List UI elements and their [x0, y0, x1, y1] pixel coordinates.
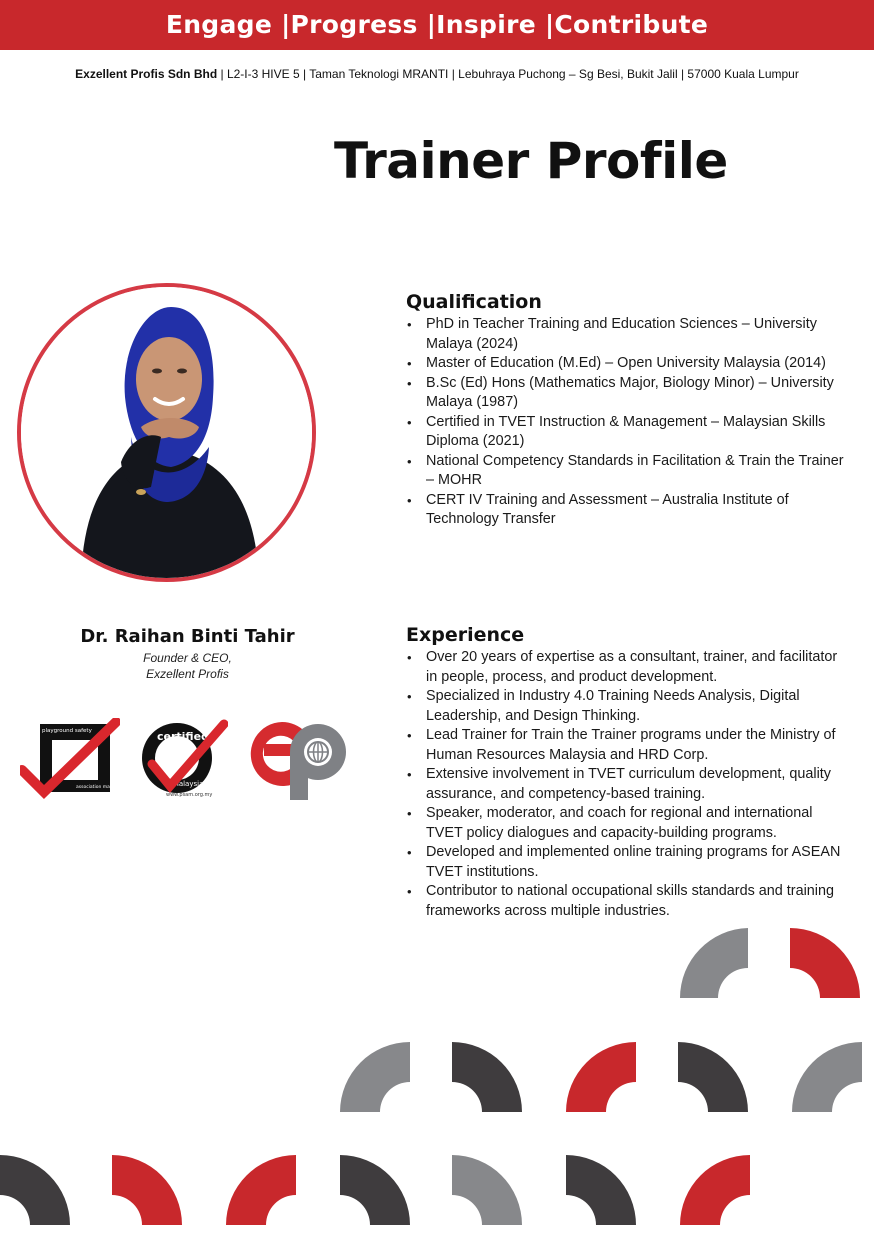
experience-item: • Lead Trainer for Train the Trainer programs under the Ministry of Human Resources Malaysia and HRD Corp. [406, 726, 846, 765]
qualification-item: • CERT IV Training and Assessment – Australia Institute of Technology Transfer [406, 491, 846, 530]
experience-item: • Specialized in Industry 4.0 Training Needs Analysis, Digital Leadership, and Design Thinking. [406, 687, 846, 726]
qualification-list [406, 315, 846, 530]
qualification-heading: Qualification [406, 291, 542, 313]
qualification-item: • B.Sc (Ed) Hons (Mathematics Major, Biology Minor) – University Malaya (1987) [406, 374, 846, 413]
certified-logo-country: malaysia [172, 780, 204, 788]
experience-item: • Developed and implemented online training programs for ASEAN TVET institutions. [406, 843, 846, 882]
decorative-pattern [0, 925, 874, 1241]
playground-safety-logo [20, 718, 120, 805]
experience-item: • Extensive involvement in TVET curriculum development, quality assurance, and competency-based training. [406, 765, 846, 804]
experience-item: • Over 20 years of expertise as a consultant, trainer, and facilitator in people, process, and product development. [406, 648, 846, 687]
qualification-section [406, 291, 846, 530]
qualification-item: • Master of Education (M.Ed) – Open University Malaysia (2014) [406, 354, 846, 374]
trainer-name: Dr. Raihan Binti Tahir [80, 626, 295, 647]
experience-section [406, 624, 846, 921]
trainer-role [60, 650, 315, 682]
trainer-photo [17, 283, 316, 582]
qualification-item: • Certified in TVET Instruction & Management – Malaysian Skills Diploma (2021) [406, 413, 846, 452]
experience-item: • Speaker, moderator, and coach for regional and international TVET policy dialogues and capacity-building programs. [406, 804, 846, 843]
playground-logo-text-top: playground safety [42, 728, 92, 734]
exzellent-profis-logo [244, 714, 350, 807]
experience-item: • Contributor to national occupational skills standards and training frameworks across multiple industries. [406, 882, 846, 921]
company-name: Exzellent Profis Sdn Bhd [75, 67, 218, 81]
trainer-role-title: Founder & CEO, [143, 651, 232, 665]
company-address [0, 67, 874, 81]
qualification-item: • National Competency Standards in Facilitation & Train the Trainer – MOHR [406, 452, 846, 491]
portrait-illustration [21, 287, 312, 578]
experience-list [406, 648, 846, 921]
qualification-item: • PhD in Teacher Training and Education Sciences – University Malaya (2024) [406, 315, 846, 354]
page-title: Trainer Profile [334, 132, 728, 190]
experience-heading: Experience [406, 624, 525, 646]
certified-logo-text: certified [157, 730, 209, 743]
certified-logo-url: www.psam.org.my [166, 792, 213, 798]
trainer-role-company: Exzellent Profis [146, 667, 229, 681]
playground-logo-text-bottom: association malaysia [76, 785, 120, 790]
address-details: | L2-I-3 HIVE 5 | Taman Teknologi MRANTI | Lebuhraya Puchong – Sg Besi, Bukit Jalil | 57000 Kuala Lumpur [217, 67, 799, 81]
top-banner: Engage |Progress |Inspire |Contribute [0, 0, 874, 50]
certified-malaysia-logo [132, 718, 228, 803]
